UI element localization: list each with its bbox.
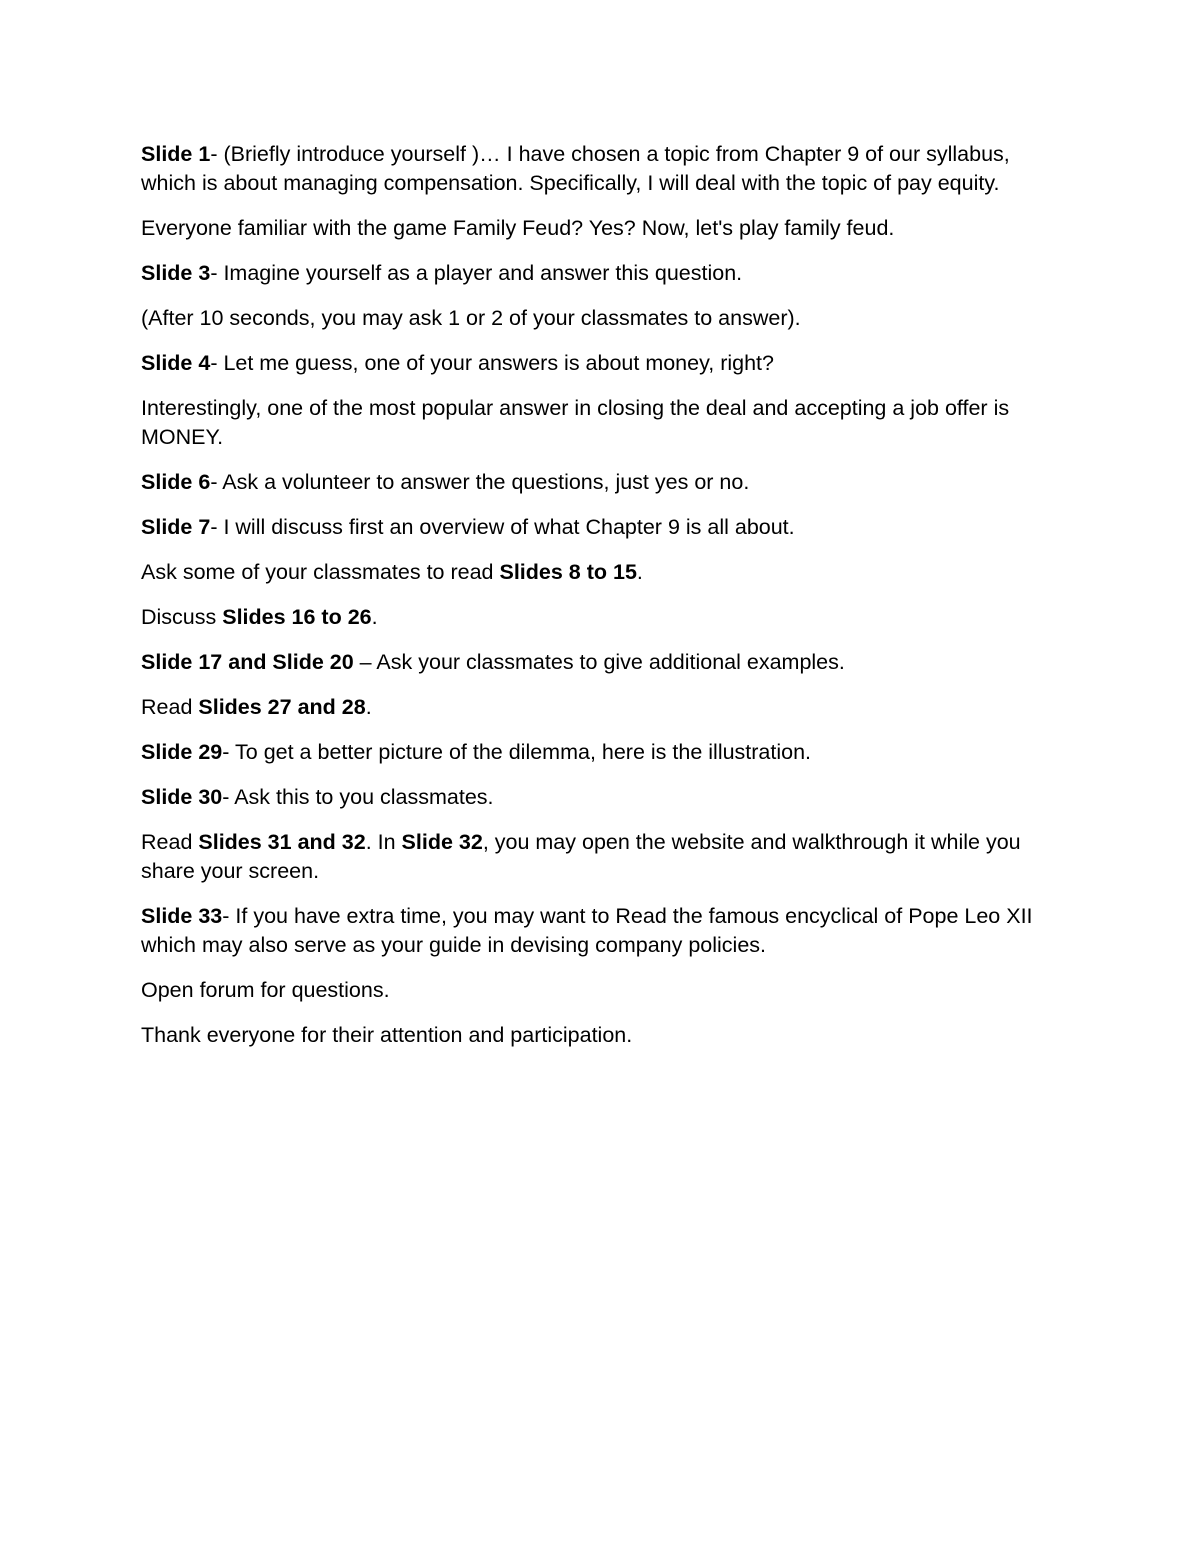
text-run: - Ask this to you classmates. [222,785,494,809]
bold-text-run: Slide 17 and Slide 20 [141,650,354,674]
text-run: . [371,605,378,629]
document-body [141,140,1051,1066]
document-paragraph [141,738,1051,767]
document-paragraph [141,394,1051,452]
bold-text-run: Slide 29 [141,740,223,764]
bold-text-run: Slide 4 [141,351,211,375]
document-paragraph [141,828,1051,886]
bold-text-run: Slides 31 and 32 [198,830,366,854]
text-run: - Imagine yourself as a player and answer this question. [210,261,743,285]
text-run: - I will discuss first an overview of what Chapter 9 is all about. [210,515,795,539]
text-run: (After 10 seconds, you may ask 1 or 2 of your classmates to answer). [141,306,801,330]
document-paragraph [141,513,1051,542]
document-paragraph [141,214,1051,243]
text-run: Interestingly, one of the most popular answer in closing the deal and accepting a job offer is MONEY. [141,396,1010,449]
text-run: . In [365,830,402,854]
bold-text-run: Slide 32 [401,830,483,854]
text-run: Ask some of your classmates to read [141,560,500,584]
bold-text-run: Slide 33 [141,904,223,928]
text-run: , you may open the website and walkthrough it while you share your screen. [141,830,1021,883]
text-run: - (Briefly introduce yourself )… I have chosen a topic from Chapter 9 of our syllabus, which is about managing compensation. Specifically, I will deal with the topic of pay equity. [141,142,1010,195]
document-paragraph [141,976,1051,1005]
document-paragraph [141,349,1051,378]
text-run: . [636,560,643,584]
text-run: Discuss [141,605,223,629]
text-run: - To get a better picture of the dilemma, here is the illustration. [222,740,812,764]
text-run: Open forum for questions. [141,978,390,1002]
document-paragraph [141,304,1051,333]
document-paragraph [141,1021,1051,1050]
bold-text-run: Slide 1 [141,142,211,166]
text-run: Read [141,830,199,854]
bold-text-run: Slides 27 and 28 [198,695,366,719]
text-run: - Let me guess, one of your answers is about money, right? [210,351,774,375]
bold-text-run: Slides 8 to 15 [499,560,637,584]
document-paragraph [141,783,1051,812]
text-run: Read [141,695,199,719]
bold-text-run: Slide 7 [141,515,211,539]
bold-text-run: Slide 30 [141,785,223,809]
text-run: . [365,695,372,719]
bold-text-run: Slide 3 [141,261,211,285]
document-paragraph [141,902,1051,960]
text-run: - If you have extra time, you may want to Read the famous encyclical of Pope Leo XII which may also serve as your guide in devising company policies. [141,904,1033,957]
document-paragraph [141,693,1051,722]
document-paragraph [141,603,1051,632]
bold-text-run: Slides 16 to 26 [222,605,372,629]
document-paragraph [141,468,1051,497]
document-paragraph [141,558,1051,587]
text-run: – Ask your classmates to give additional examples. [353,650,845,674]
document-paragraph [141,648,1051,677]
text-run: - Ask a volunteer to answer the questions, just yes or no. [210,470,750,494]
text-run: Everyone familiar with the game Family Feud? Yes? Now, let's play family feud. [141,216,895,240]
bold-text-run: Slide 6 [141,470,211,494]
document-paragraph [141,140,1051,198]
text-run: Thank everyone for their attention and participation. [141,1023,633,1047]
document-paragraph [141,259,1051,288]
